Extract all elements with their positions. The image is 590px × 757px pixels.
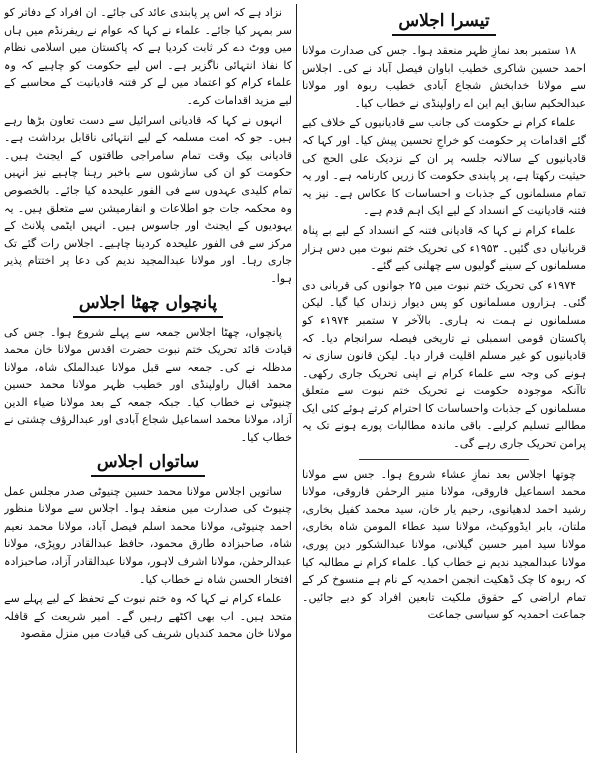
- fifth-sixth-session-heading: پانچواں چھٹا اجلاس: [73, 292, 223, 318]
- left-column: [4, 4, 292, 753]
- article-paragraph: پانچواں، چھٹا اجلاس جمعہ سے پہلے شروع ہوا۔ جس کی قیادت قائد تحریک ختم نبوت حضرت اقدس مولانا خان محمد مدظلہ نے کی۔ جمعہ سے قبل مولانا عبدالملک شاہ، مولانا محمد اقبال راولپنڈی اور خطیب ظہر مولانا محمد حسین چنیوٹی نے خطاب کیا۔ جبکہ جمعہ کے بعد مولانا ضیاء الدین آزاد، مولانا محمد اسماعیل شجاع آبادی اور عبدالرؤف چشتی نے خطاب کیا۔: [4, 325, 292, 445]
- third-session-heading-box: [302, 10, 586, 36]
- article-paragraph: نزاد ہے کہ اس پر پابندی عائد کی جائے۔ ان افراد کے دفاتر کو سر بمہر کیا جائے۔ علماء نے کہا کہ عوام نے ریفرنڈم میں ہاں میں ووٹ دے کر ثابت کردیا ہے کہ پاکستان میں اسلامی نظام کا نفاذ انتہائی ناگزیر ہے۔ اس لیے حکومت کو چاہیے کہ وہ علماء کرام کو اعتماد میں لے کر فتنہ قادیانیت کے محاسبے کے لیے مزید اقدامات کرے۔: [4, 6, 292, 107]
- article-paragraph: انہوں نے کہا کہ قادیانی اسرائیل سے دست تعاون بڑھا رہے ہیں۔ جو کہ امت مسلمہ کے لیے انتہائی ناقابل برداشت ہے۔ قادیانی بیک وقت تمام سامراجی طاقتوں کے ایجنٹ ہیں۔ حکومت کو ان کی سازشوں سے باخبر رہنا چاہیے نیز انہیں تمام کلیدی عہدوں سے فی الفور علیحدہ کیا جائے۔ بالخصوص وہ محکمہ جات جو اطلاعات و انفارمیشن سے متعلق ہیں۔ یہ یہودیوں کے ایجنٹ اور جاسوس ہیں۔ انہیں ایٹمی پلانٹ کے مرکز سے فی الفور علیحدہ کردینا چاہیے۔ اجلاس رات گئے تک جاری رہا۔ اور مولانا عبدالمجید ندیم کی دعا پر اختتام پذیر ہوا۔: [4, 113, 292, 285]
- fifth-sixth-session-heading-box: [4, 292, 292, 318]
- article-paragraph: ۱۸ ستمبر بعد نمازِ ظہر منعقد ہوا۔ جس کی صدارت مولانا احمد حسین شاکری خطیب اباوان فیصل آباد نے کی۔ اجلاس سے مولانا خدابخش شجاع آبادی خطیب ربوہ اور مولانا عبدالحکیم سابق ایم این اے راولپنڈی نے خطاب کیا۔: [302, 44, 586, 110]
- article-paragraph: چوتھا اجلاس بعد نمازِ عشاء شروع ہوا۔ جس سے مولانا محمد اسماعیل فاروقی، مولانا منیر الرحمٰن فاروقی، مولانا رشید احمد لدھیانوی، رحیم یار خان، سید محمد کفیل بخاری، ملتان، بابر ایڈووکیٹ، مولانا سید عطاء المومن شاہ بخاری، مولانا سید امیر حسین گیلانی، مولانا عبدالشکور دین پوری، مولانا عبدالمجید ندیم نے خطاب کیا۔ علماء کرام نے مطالبہ کیا کہ ربوہ کا چک ڈھکیت انجمن احمدیہ کے نام ہے منسوخ کر کے تمام اراضی کے حقوق ملکیت تابعین افراد کو دیے جائیں۔ جماعت احمدیہ کو سیاسی جماعت: [302, 467, 586, 622]
- article-paragraph: علماء کرام نے کہا کہ قادیانی فتنہ کے انسداد کے لیے بے پناہ قربانیاں دی گئیں۔ ۱۹۵۳ء کی تحریک ختم نبوت میں دس ہزار مسلمانوں کے سینے گولیوں سے چھلنی کیے گئے۔: [302, 223, 586, 273]
- third-session-heading: تیسرا اجلاس: [392, 10, 495, 36]
- seventh-session-heading-box: [4, 451, 292, 477]
- article-paragraph: ساتویں اجلاس مولانا محمد حسین چنیوٹی صدر مجلس عمل چنیوٹ کی صدارت میں منعقد ہوا۔ اجلاس سے مولانا منظور احمد چنیوٹی، مولانا محمد اسلم فیصل آباد، مولانا محمد نعیم شاہ، صاحبزادہ طارق محمود، حافظ عبدالقادر روپڑی، مولانا عبدالرحمٰن، مولانا اشرف لاہور، مولانا عبدالقادر آزاد، صاحبزادہ افتخار الحسن شاہ نے خطاب کیا۔: [4, 484, 292, 586]
- article-paragraph: ۱۹۷۴ء کی تحریک ختم نبوت میں ۲۵ جوانوں کی قربانی دی گئی۔ ہزاروں مسلمانوں کو پس دیوار زنداں کیا گیا۔ لیکن مسلمانوں نے ہمت نہ ہاری۔ بالآخر ۷ ستمبر ۱۹۷۴ء کو پاکستان قومی اسمبلی نے تاریخی فیصلہ سرانجام دیا۔ کہ قادیانیوں کو غیر مسلم اقلیت قرار دیا۔ لیکن قانون سازی نہ ہونے کی وجہ سے علماء کرام نے اپنی تحریک جاری رکھی۔ تاآنکہ موجودہ حکومت نے تحریک ختم نبوت سے متعلق مسلمانوں کے جذبات واحساسات کا احترام کرتے ہوئے کئی ایک مطالبے تسلیم کرلیے۔ باقی ماندہ مطالبات پورے ہونے تک یہ پرامن تحریک جاری رہے گی۔: [302, 278, 586, 451]
- section-divider: [359, 459, 529, 460]
- column-divider: [296, 4, 297, 753]
- seventh-session-heading: ساتواں اجلاس: [91, 451, 205, 477]
- right-column: [302, 4, 586, 753]
- article-paragraph: علماء کرام نے حکومت کی جانب سے قادیانیوں کے خلاف کیے گئے اقدامات پر حکومت کو خراجِ تحسین پیش کیا۔ اور کہا کہ قادیانیوں کے سالانہ جلسہ پر ان کے نزدیک علی الحج کی حیثیت رکھتا ہے، پر پابندی حکومت کا زریں کارنامہ ہے۔ اور یہ تمام مسلمانوں کے جذبات و احساسات کا عکاس ہے۔ نیز یہ فتنہ قادیانیت کے انسداد کے لیے ایک اہم قدم ہے۔: [302, 116, 586, 218]
- article-paragraph: علماء کرام نے کہا کہ وہ ختم نبوت کے تحفظ کے لیے پہلے سے متحد ہیں۔ اب بھی اکٹھے رہیں گے۔ امیر شریعت کے قافلہ مولانا خان محمد کندیاں شریف کی قیادت میں منزل مقصود: [4, 592, 292, 641]
